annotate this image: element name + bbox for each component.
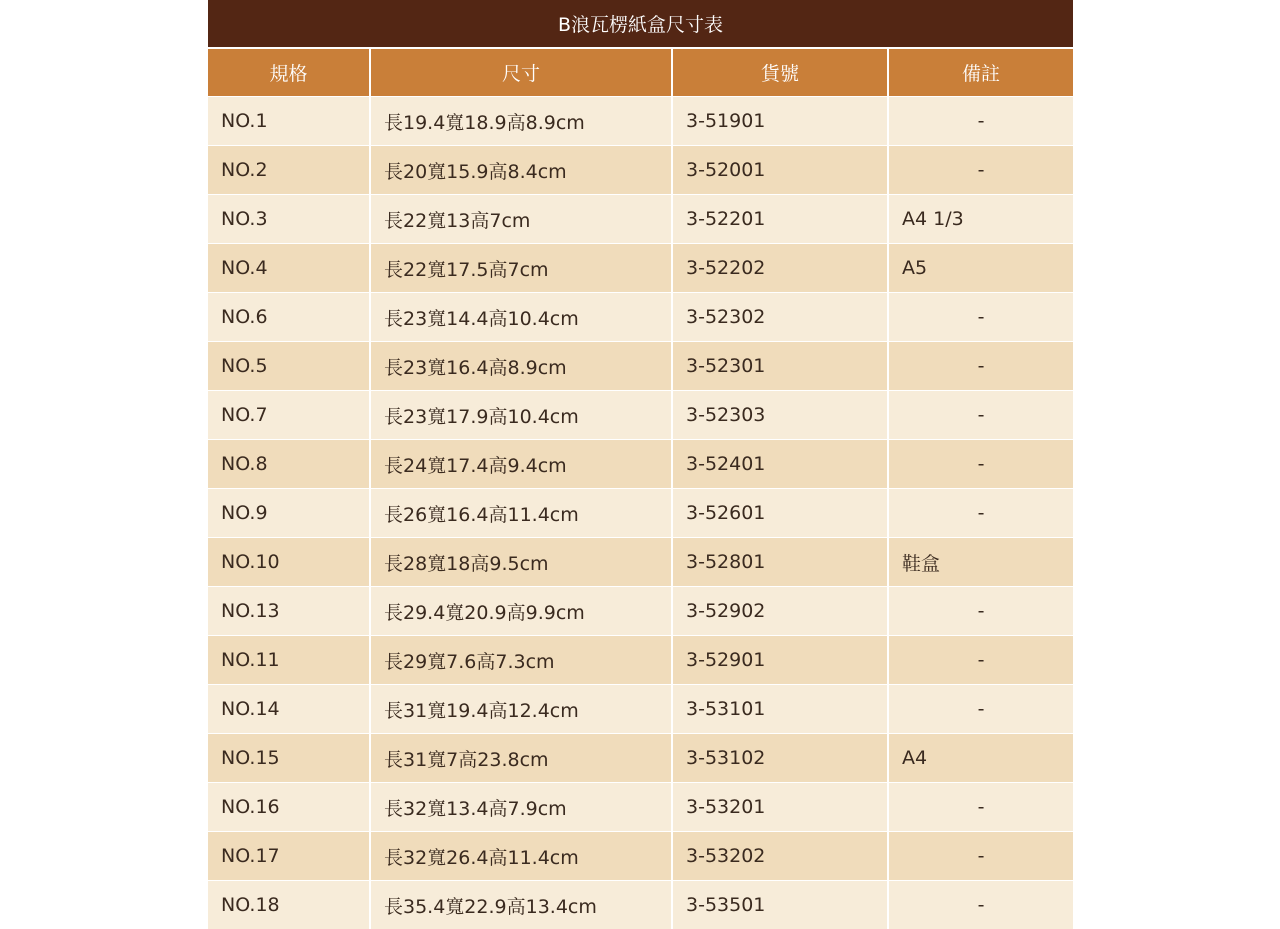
item-no-cell: 3-52303 xyxy=(672,391,888,440)
size-cell: 長28寬18高9.5cm xyxy=(370,538,672,587)
table-row xyxy=(208,440,1073,489)
item-no-cell: 3-52302 xyxy=(672,293,888,342)
table-title: B浪瓦楞紙盒尺寸表 xyxy=(208,0,1073,49)
table-row xyxy=(208,734,1073,783)
header-row xyxy=(208,49,1073,97)
item-no-cell: 3-53102 xyxy=(672,734,888,783)
spec-cell: NO.17 xyxy=(208,832,370,881)
spec-cell: NO.9 xyxy=(208,489,370,538)
spec-cell: NO.8 xyxy=(208,440,370,489)
note-cell: - xyxy=(888,146,1073,195)
item-no-cell: 3-52301 xyxy=(672,342,888,391)
note-cell: - xyxy=(888,587,1073,636)
table-header xyxy=(208,49,1073,97)
note-cell: A4 1/3 xyxy=(888,195,1073,244)
spec-cell: NO.16 xyxy=(208,783,370,832)
item-no-cell: 3-52201 xyxy=(672,195,888,244)
item-no-cell: 3-52601 xyxy=(672,489,888,538)
spec-cell: NO.4 xyxy=(208,244,370,293)
note-cell: 鞋盒 xyxy=(888,538,1073,587)
size-cell: 長22寬17.5高7cm xyxy=(370,244,672,293)
table-row xyxy=(208,195,1073,244)
spec-cell: NO.13 xyxy=(208,587,370,636)
spec-cell: NO.3 xyxy=(208,195,370,244)
size-cell: 長26寬16.4高11.4cm xyxy=(370,489,672,538)
header-size: 尺寸 xyxy=(370,49,672,97)
size-cell: 長32寬26.4高11.4cm xyxy=(370,832,672,881)
item-no-cell: 3-53101 xyxy=(672,685,888,734)
size-table-container xyxy=(208,0,1073,929)
table-row xyxy=(208,489,1073,538)
item-no-cell: 3-52901 xyxy=(672,636,888,685)
size-cell: 長23寬14.4高10.4cm xyxy=(370,293,672,342)
spec-cell: NO.5 xyxy=(208,342,370,391)
table-row xyxy=(208,244,1073,293)
size-cell: 長24寬17.4高9.4cm xyxy=(370,440,672,489)
item-no-cell: 3-52801 xyxy=(672,538,888,587)
note-cell: - xyxy=(888,783,1073,832)
item-no-cell: 3-51901 xyxy=(672,97,888,146)
item-no-cell: 3-52001 xyxy=(672,146,888,195)
spec-cell: NO.18 xyxy=(208,881,370,929)
size-cell: 長32寬13.4高7.9cm xyxy=(370,783,672,832)
table-row xyxy=(208,636,1073,685)
table-row xyxy=(208,783,1073,832)
spec-cell: NO.10 xyxy=(208,538,370,587)
note-cell: A4 xyxy=(888,734,1073,783)
size-cell: 長23寬17.9高10.4cm xyxy=(370,391,672,440)
size-cell: 長29.4寬20.9高9.9cm xyxy=(370,587,672,636)
note-cell: - xyxy=(888,342,1073,391)
item-no-cell: 3-52202 xyxy=(672,244,888,293)
item-no-cell: 3-53201 xyxy=(672,783,888,832)
table-row xyxy=(208,146,1073,195)
item-no-cell: 3-52902 xyxy=(672,587,888,636)
note-cell: - xyxy=(888,293,1073,342)
header-note: 備註 xyxy=(888,49,1073,97)
note-cell: A5 xyxy=(888,244,1073,293)
spec-cell: NO.11 xyxy=(208,636,370,685)
spec-cell: NO.1 xyxy=(208,97,370,146)
item-no-cell: 3-53501 xyxy=(672,881,888,929)
spec-cell: NO.2 xyxy=(208,146,370,195)
note-cell: - xyxy=(888,440,1073,489)
spec-cell: NO.6 xyxy=(208,293,370,342)
size-table xyxy=(208,49,1073,929)
size-cell: 長22寬13高7cm xyxy=(370,195,672,244)
size-cell: 長19.4寬18.9高8.9cm xyxy=(370,97,672,146)
size-cell: 長31寬7高23.8cm xyxy=(370,734,672,783)
table-row xyxy=(208,97,1073,146)
header-spec: 規格 xyxy=(208,49,370,97)
item-no-cell: 3-52401 xyxy=(672,440,888,489)
size-cell: 長35.4寬22.9高13.4cm xyxy=(370,881,672,929)
item-no-cell: 3-53202 xyxy=(672,832,888,881)
table-row xyxy=(208,832,1073,881)
note-cell: - xyxy=(888,832,1073,881)
size-cell: 長31寬19.4高12.4cm xyxy=(370,685,672,734)
table-row xyxy=(208,587,1073,636)
spec-cell: NO.15 xyxy=(208,734,370,783)
table-row xyxy=(208,685,1073,734)
table-row xyxy=(208,391,1073,440)
spec-cell: NO.14 xyxy=(208,685,370,734)
size-cell: 長20寬15.9高8.4cm xyxy=(370,146,672,195)
table-row xyxy=(208,342,1073,391)
note-cell: - xyxy=(888,97,1073,146)
note-cell: - xyxy=(888,391,1073,440)
table-body xyxy=(208,97,1073,929)
spec-cell: NO.7 xyxy=(208,391,370,440)
table-row xyxy=(208,538,1073,587)
note-cell: - xyxy=(888,881,1073,929)
size-cell: 長23寬16.4高8.9cm xyxy=(370,342,672,391)
note-cell: - xyxy=(888,636,1073,685)
note-cell: - xyxy=(888,489,1073,538)
header-item-no: 貨號 xyxy=(672,49,888,97)
table-row xyxy=(208,293,1073,342)
size-cell: 長29寬7.6高7.3cm xyxy=(370,636,672,685)
note-cell: - xyxy=(888,685,1073,734)
